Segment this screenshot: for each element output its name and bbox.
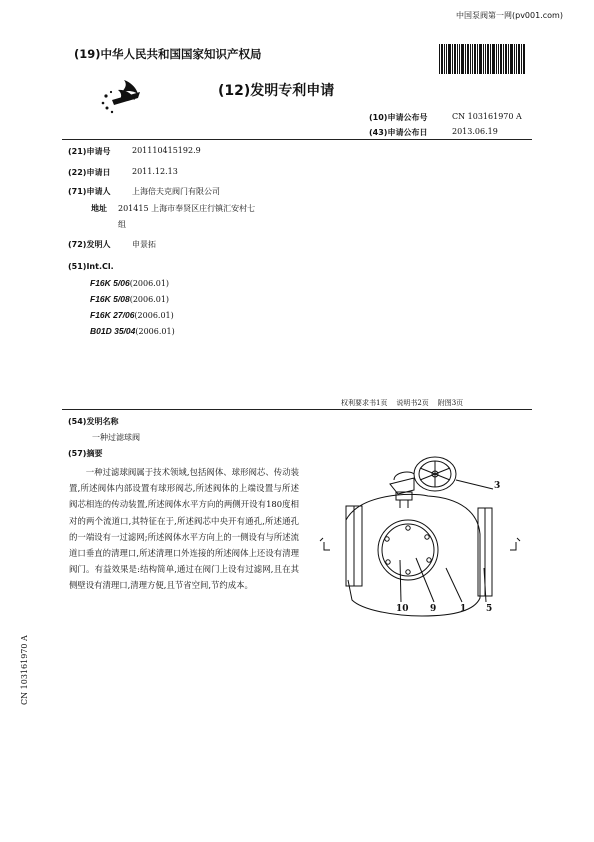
ipc-version: (2006.01) (135, 327, 175, 336)
applicant-label: (71)申请人 (68, 187, 111, 196)
address-label: 地址 (91, 204, 107, 213)
figure-label-3: 3 (494, 481, 501, 491)
ipc-code: B01D 35/04 (90, 326, 136, 336)
inventor-label: (72)发明人 (68, 240, 111, 249)
ipc-row (90, 278, 169, 288)
title-label: (54)发明名称 (68, 417, 119, 426)
invention-title: 一种过滤球阀 (92, 433, 140, 442)
sipo-logo-icon (100, 78, 150, 114)
pub-date-label: (43)申请公布日 (369, 128, 428, 137)
ipc-row (90, 326, 175, 336)
pub-no-label: (10)申请公布号 (369, 113, 428, 122)
page-counts: 权利要求书1页 说明书2页 附图3页 (341, 399, 464, 407)
ipc-code: F16K 5/06 (90, 278, 130, 288)
ipc-row (90, 310, 174, 320)
figure-label-10: 10 (396, 604, 409, 614)
figure-label-9: 9 (430, 604, 437, 614)
barcode-image (439, 44, 525, 74)
figure-label-1: 1 (460, 604, 467, 614)
app-no-label: (21)申请号 (68, 147, 111, 156)
issuing-authority: (19)中华人民共和国国家知识产权局 (74, 47, 262, 61)
ipc-version: (2006.01) (134, 311, 174, 320)
address-line-1: 201415 上海市奉贤区庄行镇汇安村七 (118, 204, 256, 213)
ipc-code: F16K 27/06 (90, 310, 135, 320)
figure-label-5: 5 (486, 604, 493, 614)
ipc-version: (2006.01) (129, 279, 170, 288)
ipc-row (90, 294, 169, 304)
abstract-label: (57)摘要 (68, 449, 103, 458)
side-publication-number: CN 103161970 A (20, 635, 29, 705)
watermark-text: 中国泵阀第一网(pv001.com) (456, 11, 563, 20)
section-divider (62, 409, 532, 410)
abstract-text: 一种过滤球阀属于技术领域,包括阀体、球形阀芯、传动装置,所述阀体内部设置有球形阀芯,所述阀体的上端设置与所述阀芯相连的传动装置,所述阀体水平方向的两侧开设有180度相对的两个流道口,其特征在于,所述阀芯中央开有通孔,所述通孔的一端设有一过滤网;所述阀体水平方向上的一侧设有与所述流道口垂直的清理口,所述清理口外连接的所述阀体上还设有清理阀门。有益效果是:结构简单,通过在阀门上设有过滤网,且在其侧壁设有清理口,清理方便,且节省空间,节约成本。 (69, 467, 299, 591)
document-type: (12)发明专利申请 (218, 83, 335, 99)
pub-date-value: 2013.06.19 (452, 127, 498, 136)
valve-drawing (310, 450, 540, 625)
address-line-2: 组 (118, 220, 126, 229)
filing-date-label: (22)申请日 (68, 168, 111, 177)
intcl-label: (51)Int.Cl. (68, 262, 114, 271)
ipc-code: F16K 5/08 (90, 294, 130, 304)
ipc-version: (2006.01) (129, 295, 170, 304)
header-divider (62, 139, 532, 140)
app-no-value: 201110415192.9 (132, 146, 201, 155)
inventor-value: 申景拓 (132, 240, 156, 249)
pub-no-value: CN 103161970 A (452, 112, 522, 121)
filing-date-value: 2011.12.13 (132, 167, 178, 176)
applicant-value: 上海倍夫克阀门有限公司 (132, 187, 220, 196)
